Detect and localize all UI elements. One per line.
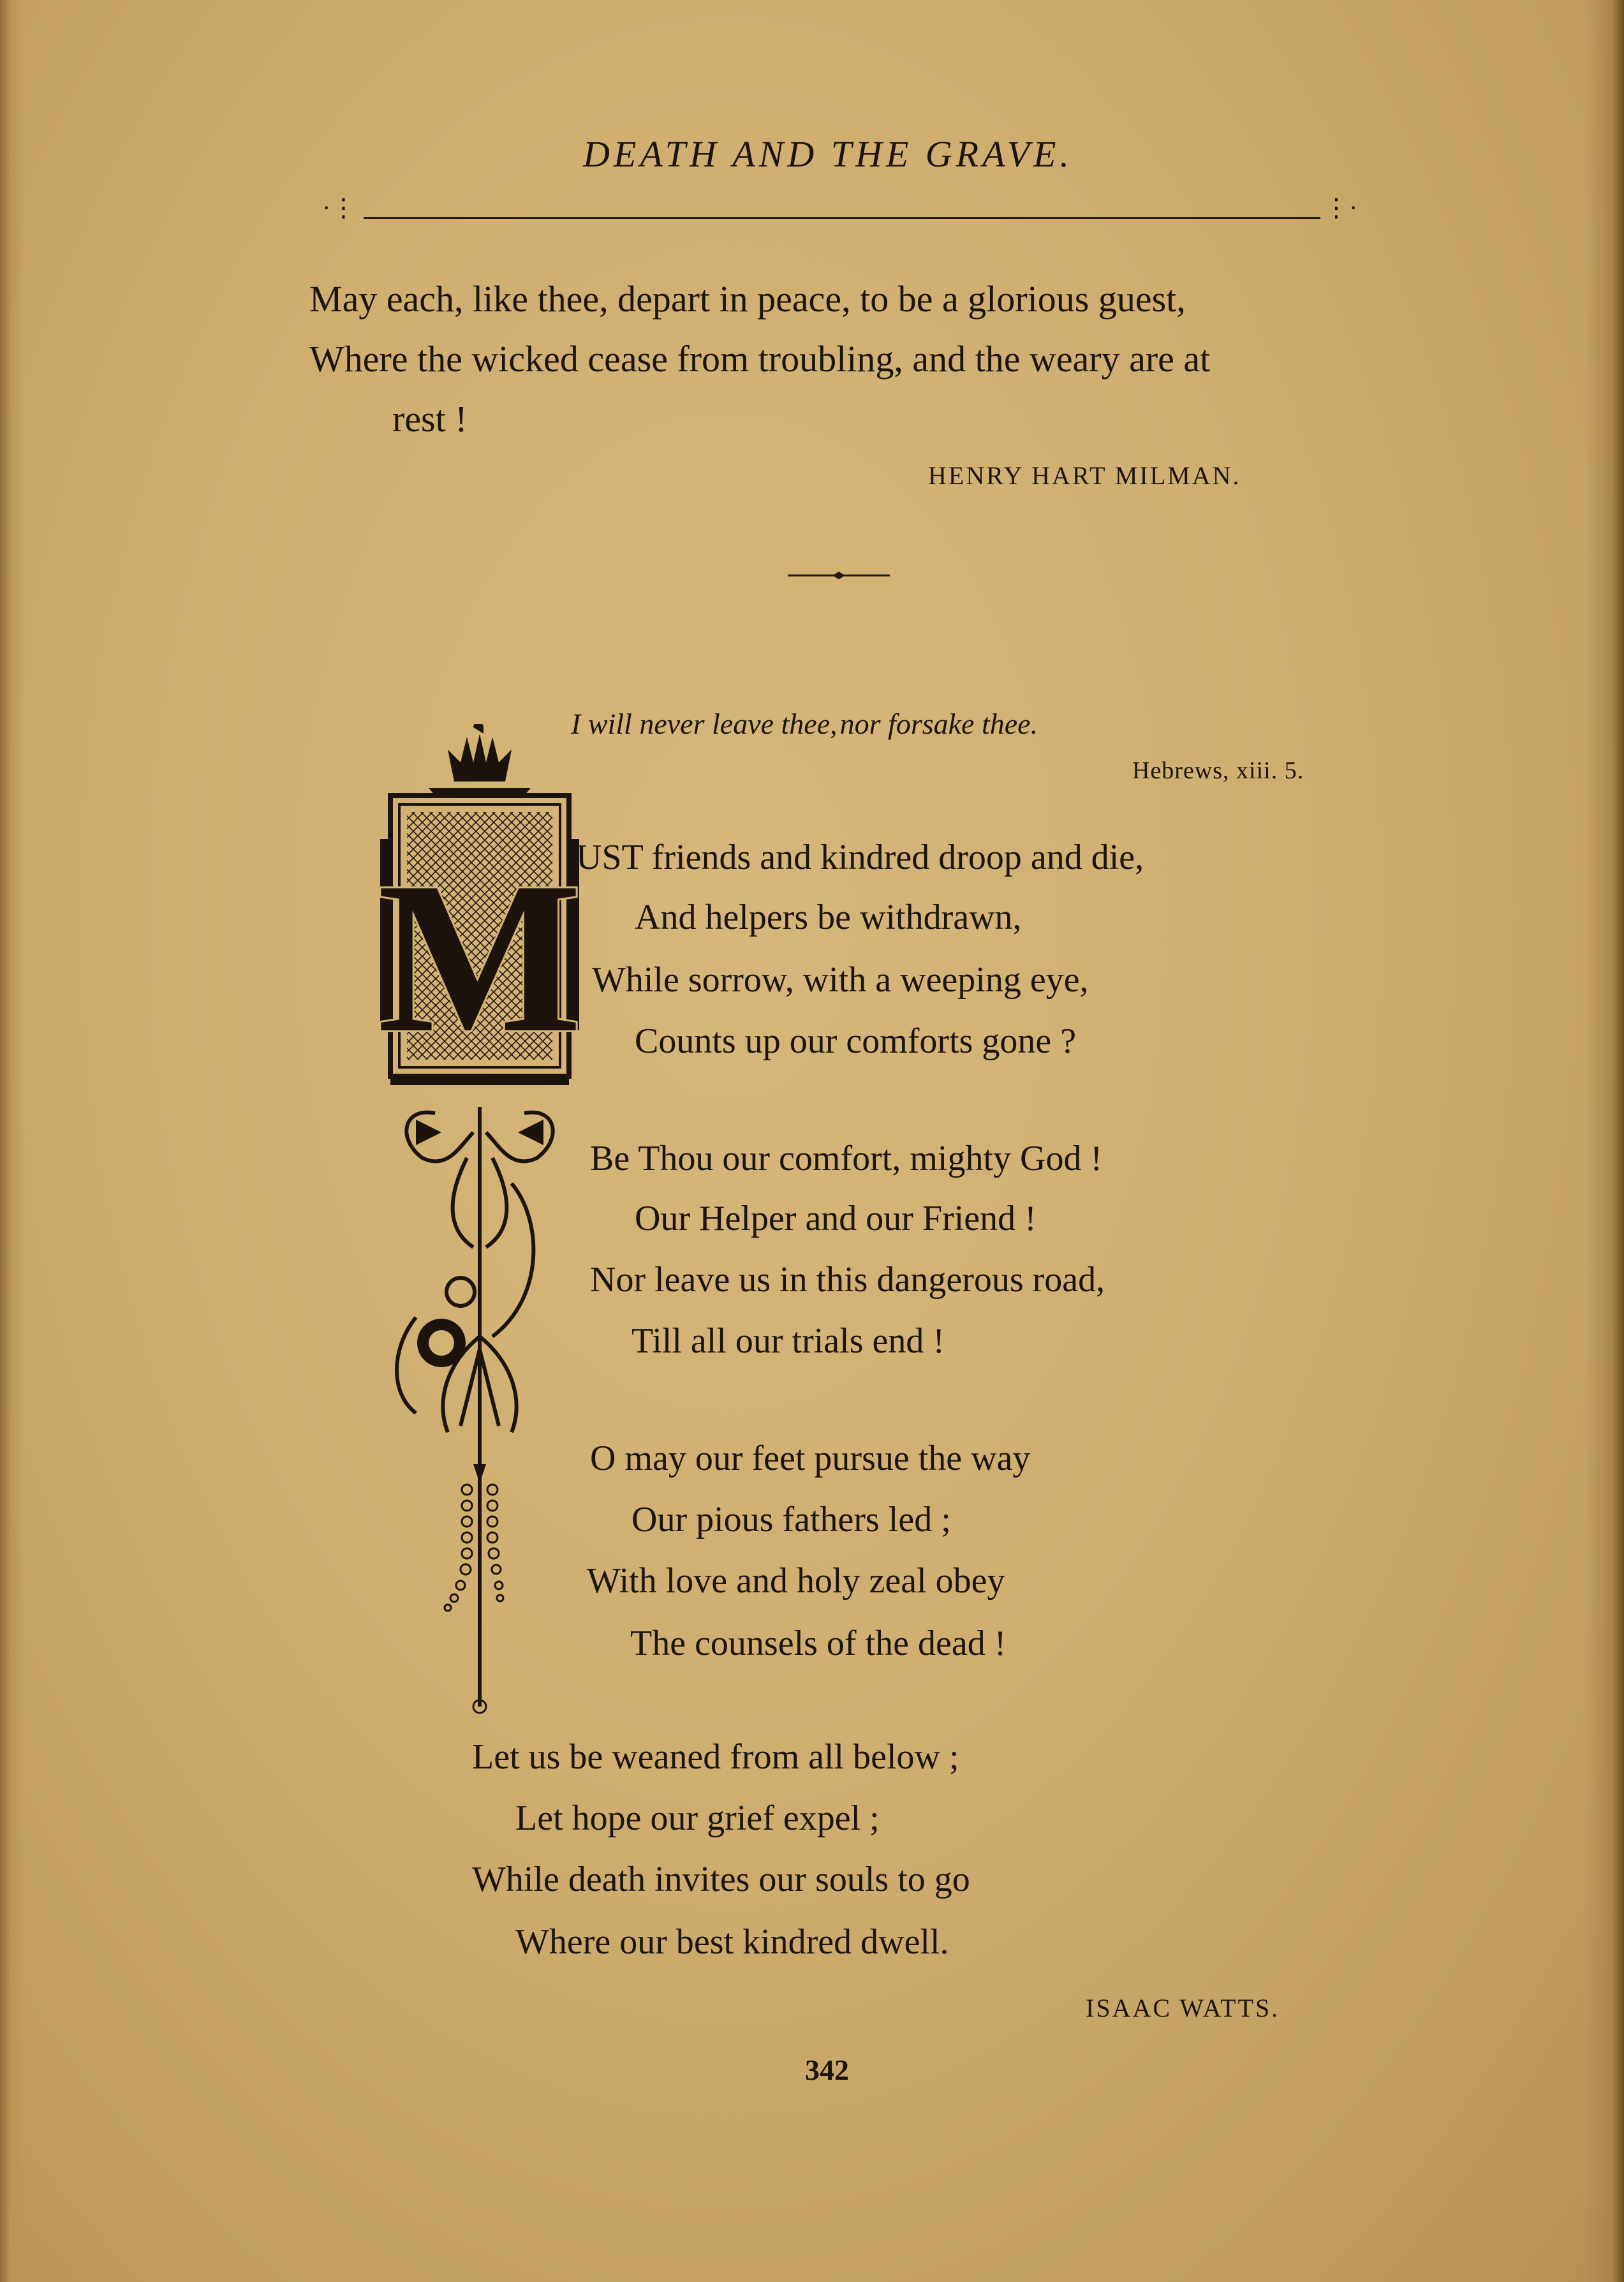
stanza2-line-3: Nor leave us in this dangerous road, xyxy=(590,1260,1105,1300)
poem1-line-2: Where the wicked cease from troubling, and the weary are at xyxy=(309,338,1211,380)
stanza4-line-3: While death invites our souls to go xyxy=(472,1860,970,1899)
stanza3-line-4: The counsels of the dead ! xyxy=(630,1624,1007,1663)
poem1-line-1: May each, like thee, depart in peace, to be a glorious guest, xyxy=(309,278,1186,320)
stanza1-line-1: UST friends and kindred droop and die, xyxy=(576,838,1144,877)
epigraph-citation: Hebrews, xiii. 5. xyxy=(1132,757,1304,784)
page-left-edge xyxy=(0,0,26,2282)
stanza2-line-1: Be Thou our comfort, mighty God ! xyxy=(590,1139,1103,1178)
stanza1-line-2: And helpers be withdrawn, xyxy=(635,898,1022,937)
stanza1-line-3: While sorrow, with a weeping eye, xyxy=(592,960,1089,1000)
stanza3-line-2: Our pious fathers led ; xyxy=(631,1500,951,1539)
header-rule xyxy=(364,217,1320,219)
stanza2-line-4: Till all our trials end ! xyxy=(631,1321,945,1361)
stanza4-line-4: Where our best kindred dwell. xyxy=(515,1922,949,1962)
page-number: 342 xyxy=(805,2054,849,2086)
rule-ornament-left: ·⋮ xyxy=(322,193,357,222)
page-right-edge xyxy=(1586,0,1624,2282)
rule-ornament-right: ⋮· xyxy=(1324,193,1358,222)
section-divider-ornament xyxy=(788,572,890,579)
initial-letter: M xyxy=(378,837,582,1078)
stanza4-line-1: Let us be weaned from all below ; xyxy=(472,1737,959,1777)
poem1-line-3: rest ! xyxy=(392,398,468,440)
epigraph-part-1: I will never leave thee, xyxy=(571,708,838,740)
stanza2-line-2: Our Helper and our Friend ! xyxy=(635,1199,1037,1238)
stanza3-line-3: With love and holy zeal obey xyxy=(587,1561,1005,1601)
stanza1-line-4: Counts up our comforts gone ? xyxy=(635,1021,1077,1061)
poem1-author: HENRY HART MILMAN. xyxy=(928,461,1241,490)
epigraph xyxy=(571,707,1038,741)
running-head: DEATH AND THE GRAVE. xyxy=(583,133,1073,175)
stanza3-line-1: O may our feet pursue the way xyxy=(590,1439,1031,1478)
decorative-initial-ornament xyxy=(378,724,582,1719)
stanza4-line-2: Let hope our grief expel ; xyxy=(515,1798,880,1838)
epigraph-part-2: nor forsake thee. xyxy=(839,708,1038,740)
poem2-author: ISAAC WATTS. xyxy=(1086,1994,1280,2022)
